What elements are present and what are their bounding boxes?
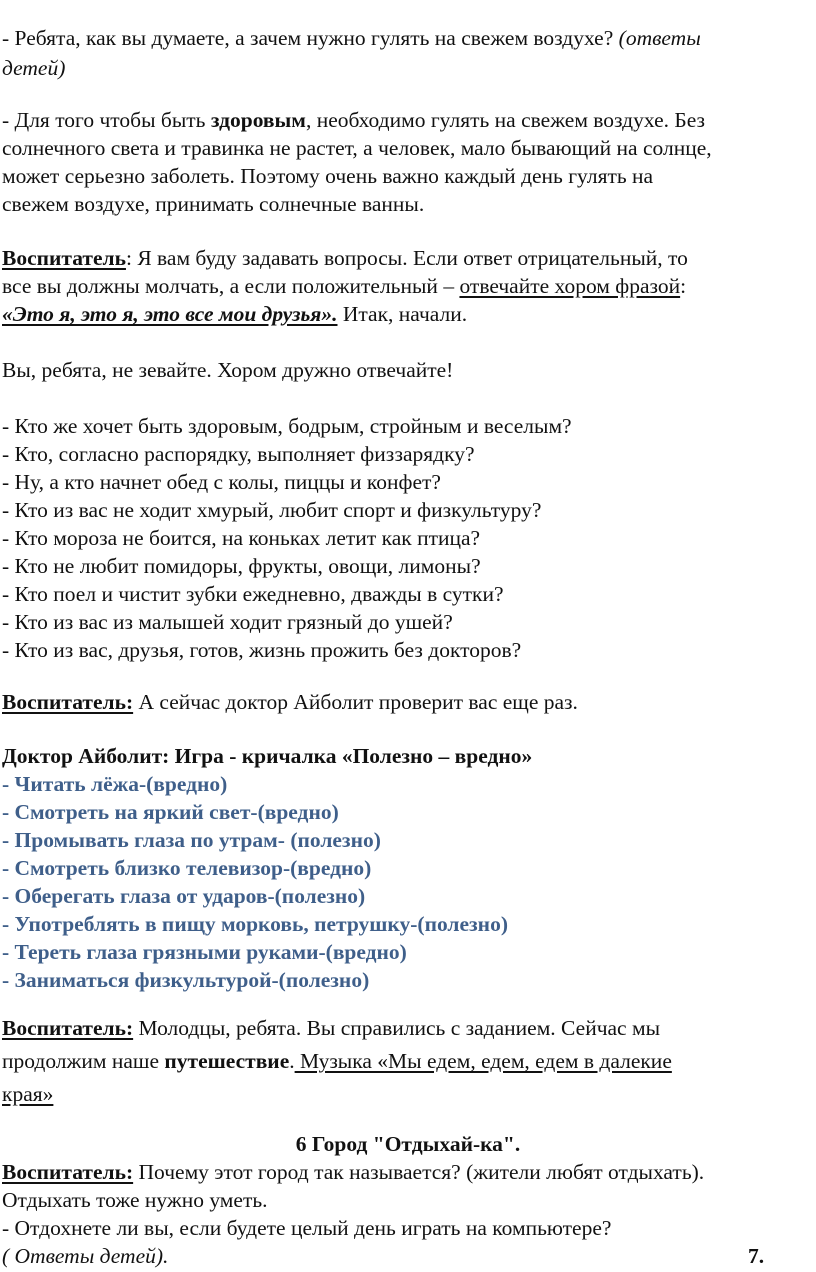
question-item: - Кто поел и чистит зубки ежедневно, дважды в сутки?	[2, 582, 504, 606]
game-item: - Читать лёжа-(вредно)	[2, 772, 228, 796]
city-line: - Отдохнете ли вы, если будете целый день играть на компьютере?	[2, 1216, 612, 1240]
text: Молодцы, ребята. Вы справились с заданием. Сейчас мы	[133, 1016, 661, 1040]
game-title: Доктор Айболит: Игра - кричалка «Полезно – вредно»	[2, 744, 533, 768]
game-item: - Смотреть близко телевизор-(вредно)	[2, 856, 372, 880]
game-intro-line	[2, 272, 686, 300]
game-item: - Оберегать глаза от ударов-(полезно)	[2, 884, 366, 908]
question-item: - Кто из вас, друзья, готов, жизнь прожить без докторов?	[2, 638, 522, 662]
paragraph-line: свежем воздухе, принимать солнечные ванны.	[2, 192, 425, 216]
speaker-label: Воспитатель:	[2, 690, 134, 714]
game-intro-line	[2, 300, 467, 328]
paragraph-line	[2, 106, 705, 134]
text: Итак, начали.	[337, 302, 468, 326]
text: - Для того чтобы быть	[2, 108, 211, 132]
question-item: - Кто, согласно распорядку, выполняет физзарядку?	[2, 442, 475, 466]
game-item: - Тереть глаза грязными руками-(вредно)	[2, 940, 407, 964]
game-intro-line	[2, 244, 688, 272]
city-line	[2, 1158, 704, 1186]
text: .	[289, 1049, 295, 1073]
chorus-call: Вы, ребята, не зевайте. Хором дружно отвечайте!	[2, 358, 454, 382]
paragraph-line: солнечного света и травинка не растет, а человек, мало бывающий на солнце,	[2, 136, 712, 160]
chorus-phrase: «Это я, это я, это все мои друзья».	[2, 302, 338, 326]
game-item: - Заниматься физкультурой-(полезно)	[2, 968, 370, 992]
question-item: - Кто из вас из малышей ходит грязный до ушей?	[2, 610, 453, 634]
intro-question	[2, 24, 701, 52]
section-title: 6 Город "Отдыхай-ка".	[295, 1132, 521, 1156]
underlined-text: отвечайте хором фразой	[459, 274, 681, 298]
city-line: Отдыхать тоже нужно уметь.	[2, 1188, 268, 1212]
question-item: - Кто из вас не ходит хмурый, любит спорт и физкультуру?	[2, 498, 542, 522]
text: :	[680, 274, 687, 298]
bold-text: здоровым	[210, 108, 306, 132]
praise-line	[2, 1014, 660, 1042]
question-text: - Ребята, как вы думаете, а зачем нужно гулять на свежем воздухе?	[2, 26, 619, 50]
answer-note-continued: детей)	[2, 56, 66, 80]
check-line	[2, 688, 578, 716]
question-item: - Кто же хочет быть здоровым, бодрым, стройным и веселым?	[2, 414, 572, 438]
page-number: 7.	[748, 1244, 765, 1268]
text: , необходимо гулять на свежем воздухе. Без	[305, 108, 706, 132]
text: продолжим наше	[2, 1049, 165, 1073]
text: : Я вам буду задавать вопросы. Если ответ отрицательный, то	[125, 246, 688, 270]
praise-line	[2, 1047, 672, 1075]
paragraph-line: может серьезно заболеть. Поэтому очень важно каждый день гулять на	[2, 164, 654, 188]
question-item: - Кто мороза не боится, на коньках летит как птица?	[2, 526, 481, 550]
question-item: - Ну, а кто начнет обед с колы, пиццы и конфет?	[2, 470, 441, 494]
text: Почему этот город так называется? (жители любят отдыхать).	[133, 1160, 705, 1184]
answer-note: ( Ответы детей).	[2, 1244, 169, 1268]
answer-note: (ответы	[618, 26, 701, 50]
text: все вы должны молчать, а если положительный –	[2, 274, 460, 298]
music-note-continued: края»	[2, 1082, 54, 1106]
game-item: - Употреблять в пищу морковь, петрушку-(полезно)	[2, 912, 508, 936]
speaker-label: Воспитатель:	[2, 1160, 134, 1184]
speaker-label: Воспитатель	[2, 246, 126, 270]
text: А сейчас доктор Айболит проверит вас еще раз.	[133, 690, 578, 714]
music-note: Музыка «Мы едем, едем, едем в далекие	[294, 1049, 672, 1073]
game-item: - Смотреть на яркий свет-(вредно)	[2, 800, 339, 824]
question-item: - Кто не любит помидоры, фрукты, овощи, лимоны?	[2, 554, 481, 578]
bold-text: путешествие	[164, 1049, 290, 1073]
speaker-label: Воспитатель:	[2, 1016, 134, 1040]
game-item: - Промывать глаза по утрам- (полезно)	[2, 828, 381, 852]
